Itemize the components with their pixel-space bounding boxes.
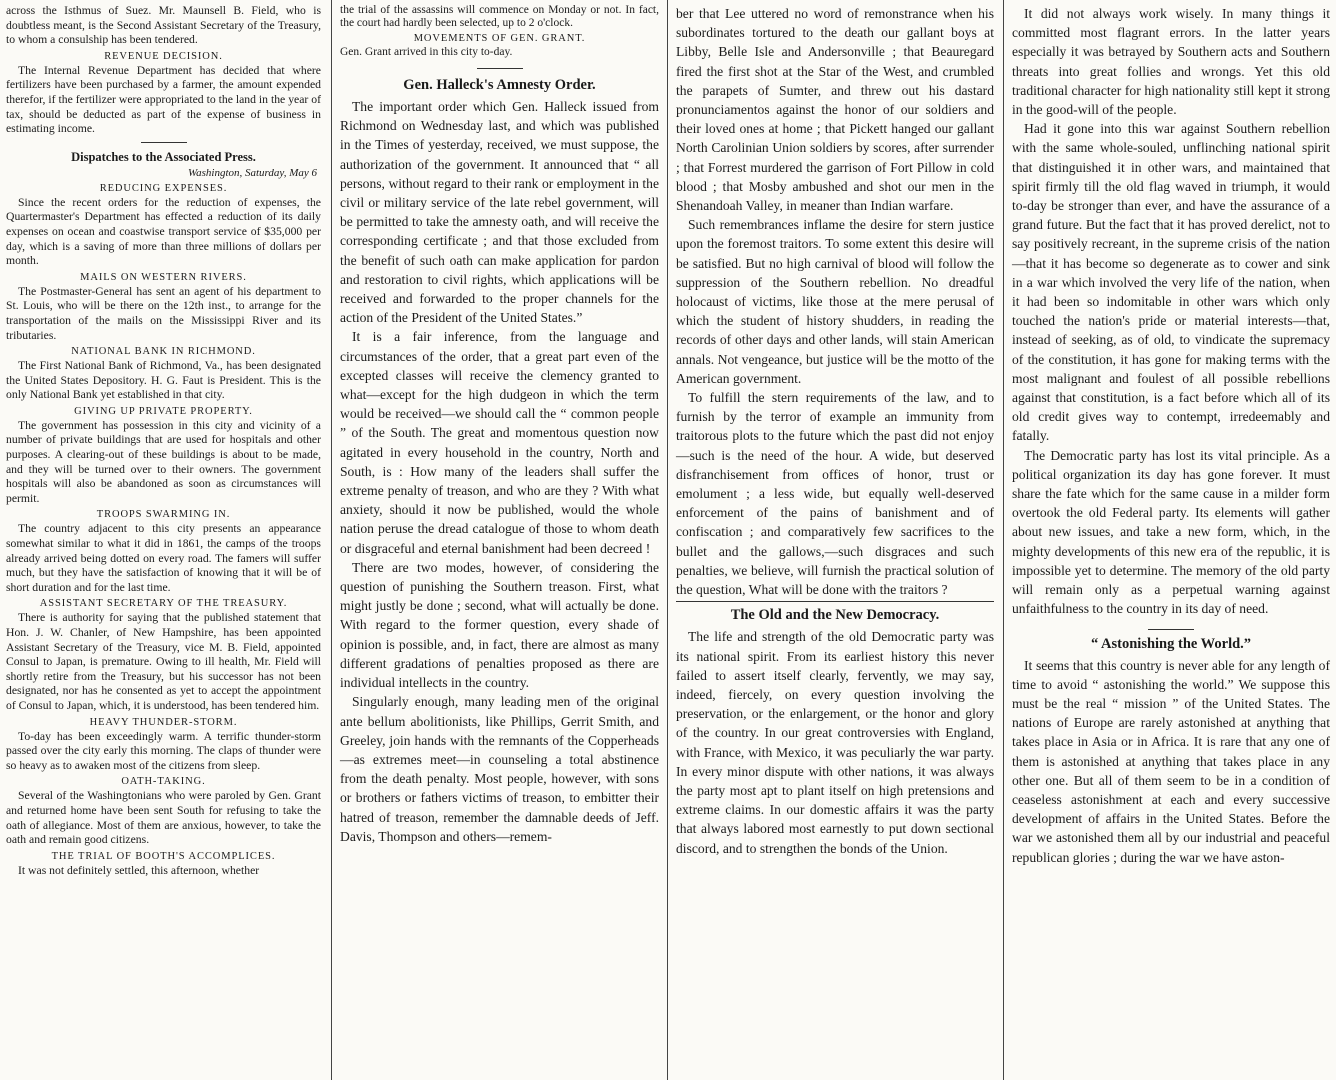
democracy-article (676, 601, 994, 857)
subhead-assistant-secretary: ASSISTANT SECRETARY OF THE TREASURY. (39, 598, 288, 610)
paragraph-remembrance: ber that Lee uttered no word of remonstrance when his subordinates tortured to the death our gallant boys at Libby, Belle Isle and Andersonville ; that Beauregard fired the first shot at the Star of the West, and crumbled the parapets of Sumter, and threw out his dastard pronunciamentos against the honor of our soldiers and their loved ones at home ; that Pickett hanged our gallant North Carolinian Union soldiers by scores, after surrender ; that Forrest murdered the garrison of Fort Pillow in cold blood ; that Mosby ambushed and shot our men in the Shenandoah Valley, in meaner than Indian warfare. (676, 6, 994, 214)
paragraph-stern-justice: Such remembrances inflame the desire for stern justice upon the foremost traitors. To some extent this desire will be satisfied. But no high carnival of blood will follow the suppression of the Southern rebellion. No dreadful holocaust of victims, like those at the mere perusal of which the student of history shudders, in reading the records of other days and other lands, will stain American annals. Not vengeance, but justice will be the motto of the American government. (676, 217, 994, 386)
paragraph-amnesty-1: The important order which Gen. Halleck issued from Richmond on Wednesday last, and which was published in the Times of yesterday, received, we must suppose, the authorization of the government. It announced that “ all persons, without regard to their rank or employment in the civil or military service of the late rebel government, will be permitted to take the amnesty oath, and will receive the corresponding certificate ; and that those excluded from the benefit of such oath can make application for pardon and restoration to civil rights, which applications will be received and forwarded to the proper channels for the action of the President of the United States.” (340, 99, 659, 326)
subhead-revenue-decision: REVENUE DECISION. (104, 50, 223, 62)
subhead-thunder-storm: HEAVY THUNDER-STORM. (89, 716, 238, 728)
paragraph-trial-continued: the trial of the assassins will commence on Monday or not. In fact, the court had hardly been selected, up to 2 o'clock. (340, 4, 659, 29)
paragraph-national-bank: The First National Bank of Richmond, Va., has been designated the United States Depository. H. G. Faut is President. This is the only National Bank yet established in that city. (6, 359, 321, 402)
subhead-movements-grant: MOVEMENTS OF GEN. GRANT. (413, 33, 586, 44)
paragraph-amnesty-3: There are two modes, however, of considering the question of punishing the Southern treason. First, what might justly be done ; second, what will actually be done. With regard to the former question, every shade of opinion is possible, and, in fact, there are almost as many different gradations of penalties proposed as there are individual intellects in the country. (340, 559, 659, 691)
paragraph-democracy-4: The Democratic party has lost its vital principle. As a political organization its day has gone forever. It must share the fate which for the same cause in a milder form overtook the old Federal party. Its elements will gather about new issues, and take a new form, which, in the mighty developments of this new era of the republic, it is impossible yet to determine. The memory of the old party will remain only as a perpetual warning against unfaithfulness to the country in its day of need. (1012, 447, 1330, 617)
subhead-troops-swarming: TROOPS SWARMING IN. (96, 509, 231, 521)
headline-dispatches: Dispatches to the Associated Press. (71, 149, 256, 164)
column-rule (1003, 0, 1004, 1080)
paragraph-amnesty-4: Singularly enough, many leading men of the original ante bellum abolitionists, like Phillips, Gerrit Smith, and Greeley, join hands with the remnants of the Copperheads—as extremes meet—in counseling a total abstinence from the death penalty. Most people, however, with sons or brothers or fathers victims of treason, to embitter their hatred of treason, remember the damnable deeds of Jeff. Davis, Thompson and others—remem- (340, 694, 659, 844)
divider (141, 142, 187, 143)
column-rule (667, 0, 668, 1080)
headline-astonishing-world: “ Astonishing the World.” (1090, 635, 1252, 652)
paragraph-trial: It was not definitely settled, this afternoon, whether (18, 863, 260, 877)
subhead-reducing-expenses: REDUCING EXPENSES. (99, 182, 228, 194)
paragraph-reducing-expenses: Since the recent orders for the reduction of expenses, the Quartermaster's Department has effected a reduction of its daily expenses on ocean and coastwise transport service of $35,000 per day, which is a saving of more than three millions of dollars per month. (6, 195, 321, 268)
column-rule (331, 0, 332, 1080)
paragraph-assistant-secretary: There is authority for saying that the published statement that Hon. J. W. Chanler, of New Hampshire, has been appointed Assistant Secretary of the Treasury, vice M. B. Field, appointed Consul to Japan, is premature. Owing to ill health, Mr. Field will shortly retire from the Treasury, but his successor has not been designated, nor has he consented as yet to accept the appointment of Consul to Japan, which, it is understood, has been tendered him. (6, 611, 321, 712)
paragraph-democracy-3: Had it gone into this war against Southern rebellion with the same whole-souled, unflinching national spirit that distinguished it in other wars, and maintained that spirit firmly till the old flag waved in triumph, it would to-day be stronger than ever, and have the assurance of a grand future. But the fact that it has proved derelict, not to say positively recreant, in the supreme crisis of the nation—that it has become so degenerate as to cower and sink in a war which involved the very life of the nation, when it had been so indomitable in other wars which only touched the nation's pride or material interests—that, instead of seeking, as of old, to vindicate the supremacy of the constitution, it has gone for making terms with the most malignant and foulest of all possible rebellions against that constitution, is a fact before which all of its old credit gives way to contempt, irredeemably and fatally. (1012, 121, 1330, 444)
paragraph-oath-taking: Several of the Washingtonians who were paroled by Gen. Grant and returned home have been sent South for refusing to take the oath of allegiance. Most of them are anxious, however, to take the oath and remain good citizens. (6, 789, 321, 847)
paragraph-astonishing: It seems that this country is never able for any length of time to avoid “ astonishing the world.” We suppose this must be the real “ mission ” of the United States. The nations of Europe are rarely astonished at anything that takes place in Asia or in Africa. It is rare that any one of them is astonished at anything that takes place in any other one. But all of them seem to be in a condition of ceaseless astonishment at each and every successive development of affairs in the United States. Before the war we astonished them all by our industrial and peaceful republican glories ; during the war we have aston- (1012, 657, 1330, 865)
paragraph-mails: The Postmaster-General has sent an agent of his department to St. Louis, who will be there on the 12th inst., to arrange for the transportation of the mails on the Mississippi River and its tributaries. (6, 284, 321, 342)
column-2-amnesty (334, 0, 665, 1080)
column-1-dispatches (0, 0, 327, 1080)
paragraph-revenue-decision: The Internal Revenue Department has decided that where fertilizers have been purchased by a farmer, the amount expended therefor, if the fertilizer were appropriated to the land in the year of tax, should be deducted as part of the expense of business in estimating income. (6, 63, 321, 136)
paragraph-movements: Gen. Grant arrived in this city to-day. (340, 46, 513, 58)
paragraph-private-property: The government has possession in this city and vicinity of a number of private buildings that are used for hospitals and other purposes. A clearing-out of these buildings is about to be made, and they will be turned over to their owners. The government hospitals will also be abandoned as soon as circumstances will permit. (6, 418, 321, 505)
headline-old-new-democracy: The Old and the New Democracy. (730, 607, 940, 624)
paragraph-amnesty-2: It is a fair inference, from the language and circumstances of the order, that a great part even of the excepted classes will receive the clemency granted to what—except for the high dudgeon in which the term would be received—we should call the “ common people ” of the South. The great and momentous question now agitated in every household in the country, North and South, is : How many of the leaders shall suffer the extreme penalty of treason, and who are they ? With what anxiety, should it now be published, would the whole nation peruse the dread catalogue of those to whom death or disgraceful and eternal banishment had been decreed ! (340, 329, 659, 556)
headline-amnesty-order: Gen. Halleck's Amnesty Order. (403, 77, 596, 93)
column-3-democracy (670, 0, 1000, 1080)
divider (1148, 629, 1194, 630)
paragraph-troops: The country adjacent to this city presents an appearance somewhat similar to what it did in 1861, the camps of the troops already arrived being dotted on every road. The famers will suffer much, but they have the satisfaction of knowing that it will be of short duration and for the last time. (6, 522, 321, 594)
paragraph-democracy-1: The life and strength of the old Democratic party was its national spirit. From its earliest history this never failed to assert itself clearly, fervently, we may say, indeed, fiercely, on every question involving the preservation, or the enlargement, or the honor and glory of the country. In our great controversies with England, with France, with Mexico, it was peculiarly the war party. In every minor dispute with other nations, it was always the party most apt to plant itself on high pretensions and extreme claims. In our domestic affairs it was the party that always labored most earnestly to put down sectional discord, and to strengthen the bonds of the Union. (676, 629, 994, 856)
paragraph-democracy-2: It did not always work wisely. In many things it committed most flagrant errors. In the latter years especially it was betrayed by Southern acts and Southern threats into great follies and wrongs. Yet this old traditional character for high nationality still kept it strong in the good-will of the people. (1012, 6, 1330, 118)
column-4-astonishing (1006, 0, 1336, 1080)
divider (477, 68, 523, 69)
paragraph-thunder-storm: To-day has been exceedingly warm. A terrific thunder-storm passed over the city early this morning. The claps of thunder were so heavy as to awaken most of the citizens from sleep. (6, 729, 321, 772)
subhead-mails-western-rivers: MAILS ON WESTERN RIVERS. (80, 271, 247, 283)
subhead-private-property: GIVING UP PRIVATE PROPERTY. (74, 405, 253, 417)
subhead-national-bank: NATIONAL BANK IN RICHMOND. (71, 346, 256, 358)
paragraph-isthmus: across the Isthmus of Suez. Mr. Maunsell B. Field, who is doubtless meant, is the Second Assistant Secretary of the Treasury, to whom a consulship has been tendered. (6, 4, 321, 47)
paragraph-requirements-law: To fulfill the stern requirements of the law, and to furnish by the terror of example an immunity from traitorous plots to the future which the past did not enjoy—such is the need of the hour. A wide, but deserved disfranchisement from offices of honor, trust or emolument ; a less wide, but equally well-deserved enforcement of the pains of banishment and of confiscation ; and comparatively few sacrifices to the bullet and the gallows,—such disgraces and such penalties, we believe, will furnish the practical solution of the question, What will be done with the traitors ? (676, 390, 994, 598)
dateline: Washington, Saturday, May 6 (187, 166, 317, 179)
subhead-oath-taking: OATH-TAKING. (121, 776, 206, 788)
subhead-trial-booth: THE TRIAL OF BOOTH'S ACCOMPLICES. (51, 850, 276, 862)
